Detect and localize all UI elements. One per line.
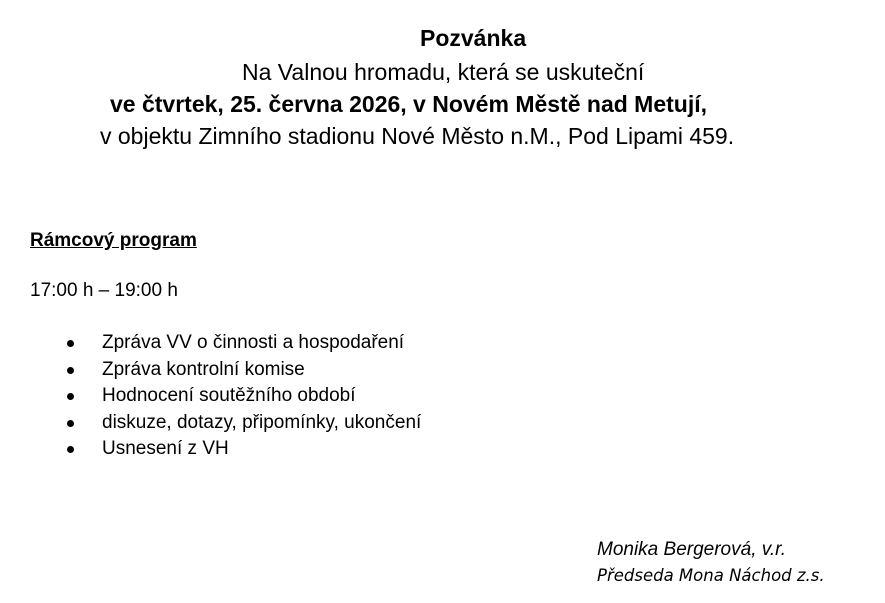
- agenda-item: [60, 330, 421, 357]
- program-time: 17:00 h – 19:00 h: [30, 280, 178, 301]
- bullet-icon: [67, 446, 74, 453]
- invitation-venue: v objektu Zimního stadionu Nové Město n.M., Pod Lipami 459.: [100, 123, 735, 149]
- agenda-list: [60, 330, 421, 463]
- agenda-item: [60, 383, 421, 410]
- bullet-icon: [67, 393, 74, 400]
- invitation-date-place: ve čtvrtek, 25. června 2026, v Novém Městě nad Metují,: [110, 91, 708, 117]
- agenda-item: [60, 410, 421, 437]
- bullet-icon: [67, 420, 74, 427]
- invitation-intro: Na Valnou hromadu, která se uskuteční: [242, 59, 645, 85]
- agenda-item-text: Hodnocení soutěžního období: [102, 385, 356, 406]
- signature-role: Předseda Mona Náchod z.s.: [597, 566, 825, 585]
- bullet-icon: [67, 340, 74, 347]
- signature-name: Monika Bergerová, v.r.: [597, 539, 787, 560]
- agenda-item-text: Zpráva kontrolní komise: [102, 358, 305, 380]
- program-heading: Rámcový program: [30, 230, 197, 251]
- agenda-item-text: Zpráva VV o činnosti a hospodaření: [102, 332, 405, 353]
- invitation-title: Pozvánka: [420, 25, 527, 51]
- bullet-icon: [67, 367, 74, 374]
- agenda-item-text: Usnesení z VH: [102, 438, 229, 459]
- agenda-item-text: diskuze, dotazy, připomínky, ukončení: [102, 411, 422, 433]
- agenda-item: [60, 357, 421, 384]
- agenda-item: [60, 436, 421, 463]
